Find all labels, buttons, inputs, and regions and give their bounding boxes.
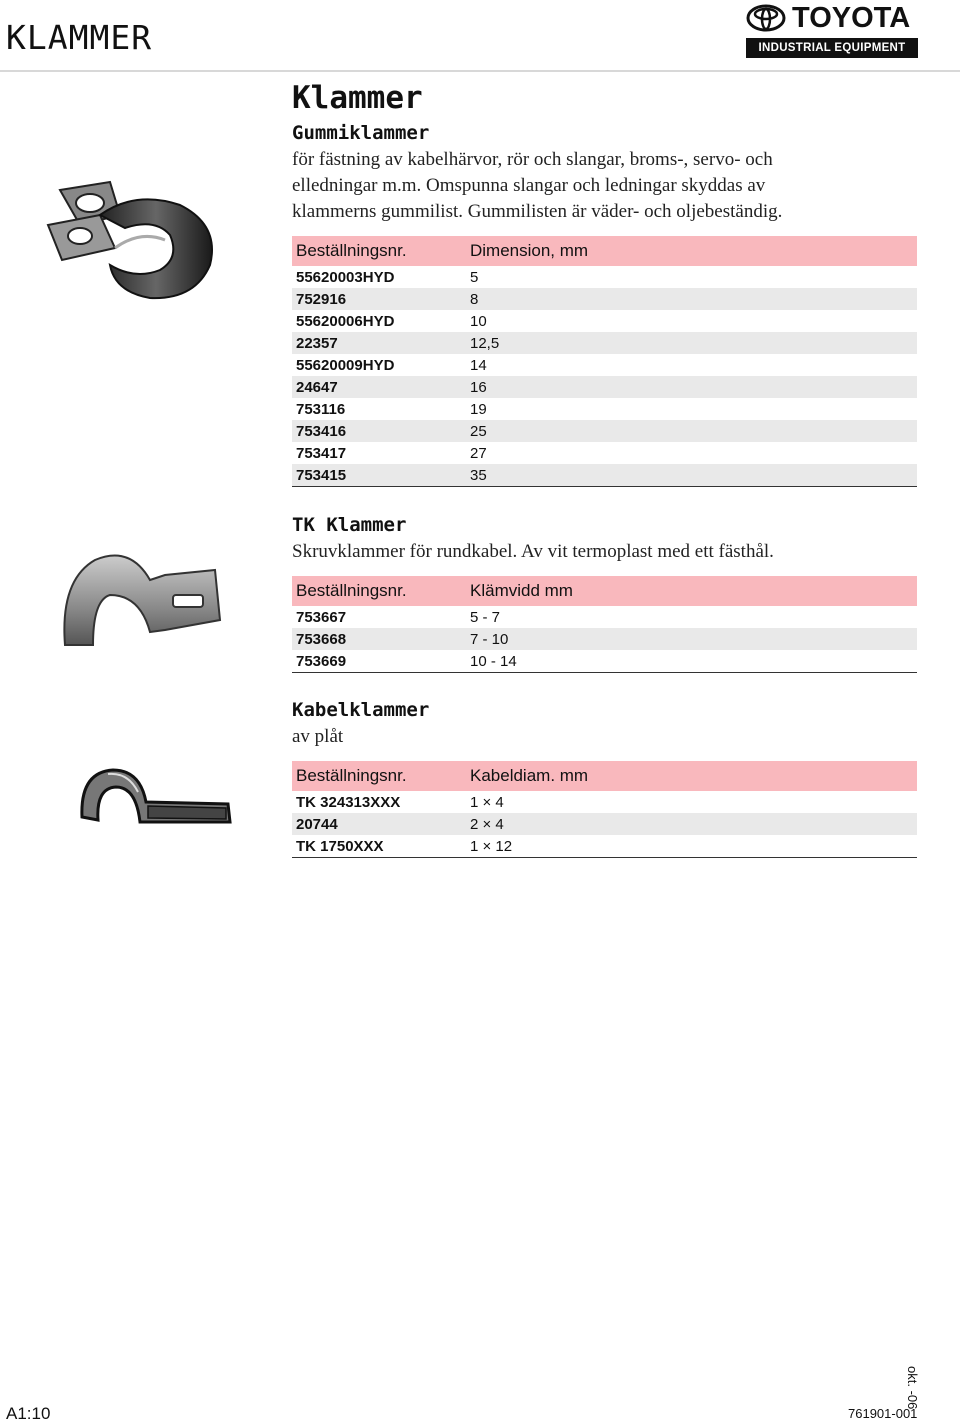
- dimension-value: 35: [470, 466, 487, 484]
- table-row: [292, 288, 917, 310]
- order-number: TK 1750XXX: [296, 837, 384, 855]
- dimension-value: 19: [470, 400, 487, 418]
- table-bottom-rule: [292, 857, 917, 858]
- dimension-value: 16: [470, 378, 487, 396]
- description-line: Skruvklammer för rundkabel. Av vit termoplast med ett fästhål.: [292, 541, 774, 562]
- section-title-kabelklammer: Kabelklammer: [292, 699, 430, 721]
- column-header-order-number: Beställningsnr.: [296, 766, 407, 785]
- section-title-gummiklammer: Gummiklammer: [292, 122, 430, 144]
- clamp-range-value: 5 - 7: [470, 608, 501, 626]
- order-number: 20744: [296, 815, 338, 833]
- column-header-cable-diameter: Kabeldiam. mm: [470, 766, 589, 785]
- order-number: TK 324313XXX: [296, 793, 401, 811]
- dimension-value: 10: [470, 312, 487, 330]
- order-number: 22357: [296, 334, 338, 352]
- footer-document-number: 761901-001: [848, 1406, 918, 1421]
- order-number: 753668: [296, 630, 347, 648]
- order-number: 55620009HYD: [296, 356, 395, 374]
- logo-wordmark: TOYOTA: [792, 2, 911, 34]
- table-row: [292, 310, 917, 332]
- column-header-clamp-range: Klämvidd mm: [470, 581, 573, 600]
- table-bottom-rule: [292, 672, 917, 673]
- column-header-order-number: Beställningsnr.: [296, 581, 407, 600]
- order-number: 753667: [296, 608, 347, 626]
- order-number: 753417: [296, 444, 347, 462]
- dimension-value: 12,5: [470, 334, 500, 352]
- section-description-tk-klammer: [292, 539, 774, 565]
- page-header-title: KLAMMER: [6, 18, 153, 57]
- order-number: 753415: [296, 466, 347, 484]
- order-number: 55620003HYD: [296, 268, 395, 286]
- section-description-kabelklammer: [292, 724, 343, 750]
- table-row: [292, 376, 917, 398]
- section-title-tk-klammer: TK Klammer: [292, 514, 407, 536]
- section-description-gummiklammer: [292, 147, 782, 225]
- dimension-value: 8: [470, 290, 479, 308]
- table-row: [292, 398, 917, 420]
- table-row: [292, 835, 917, 857]
- dimension-value: 14: [470, 356, 487, 374]
- screw-clamp-image: [55, 540, 230, 665]
- toyota-logo: [746, 2, 918, 60]
- dimension-value: 25: [470, 422, 487, 440]
- toyota-emblem-icon: [746, 4, 786, 32]
- cable-diameter-value: 2 × 4: [470, 815, 504, 833]
- dimension-value: 5: [470, 268, 479, 286]
- cable-diameter-value: 1 × 4: [470, 793, 504, 811]
- dimension-value: 27: [470, 444, 487, 462]
- table-row: [292, 354, 917, 376]
- footer-date: okt. -06: [905, 1366, 920, 1410]
- table-row: [292, 606, 917, 628]
- column-header-dimension: Dimension, mm: [470, 241, 589, 260]
- table-kabelklammer: [292, 761, 917, 858]
- logo-subtitle: INDUSTRIAL EQUIPMENT: [746, 38, 918, 58]
- description-line: för fästning av kabelhärvor, rör och slangar, broms-, servo- och: [292, 149, 773, 170]
- table-row: [292, 628, 917, 650]
- table-row: [292, 420, 917, 442]
- table-tk-klammer: [292, 576, 917, 673]
- order-number: 753116: [296, 400, 346, 418]
- table-row: [292, 332, 917, 354]
- table-bottom-rule: [292, 486, 917, 487]
- clamp-range-value: 7 - 10: [470, 630, 509, 648]
- footer-scale: A1:10: [6, 1404, 51, 1423]
- description-line: klammerns gummilist. Gummilisten är väder- och oljebeständig.: [292, 201, 783, 222]
- table-header: [292, 236, 917, 266]
- table-row: [292, 813, 917, 835]
- table-row: [292, 464, 917, 486]
- cable-diameter-value: 1 × 12: [470, 837, 513, 855]
- table-gummiklammer: [292, 236, 917, 487]
- table-row: [292, 650, 917, 672]
- order-number: 753416: [296, 422, 347, 440]
- order-number: 753669: [296, 652, 347, 670]
- header-divider: [0, 70, 960, 72]
- order-number: 24647: [296, 378, 338, 396]
- column-header-order-number: Beställningsnr.: [296, 241, 407, 260]
- table-header: [292, 761, 917, 791]
- description-line: elledningar m.m. Omspunna slangar och ledningar skyddas av: [292, 175, 766, 196]
- clamp-range-value: 10 - 14: [470, 652, 517, 670]
- order-number: 752916: [296, 290, 347, 308]
- table-header: [292, 576, 917, 606]
- table-row: [292, 442, 917, 464]
- table-row: [292, 266, 917, 288]
- table-row: [292, 791, 917, 813]
- description-line: av plåt: [292, 726, 344, 747]
- cable-clamp-image: [78, 762, 238, 837]
- order-number: 55620006HYD: [296, 312, 395, 330]
- rubber-clamp-image: [40, 170, 230, 315]
- page-title: Klammer: [292, 80, 423, 116]
